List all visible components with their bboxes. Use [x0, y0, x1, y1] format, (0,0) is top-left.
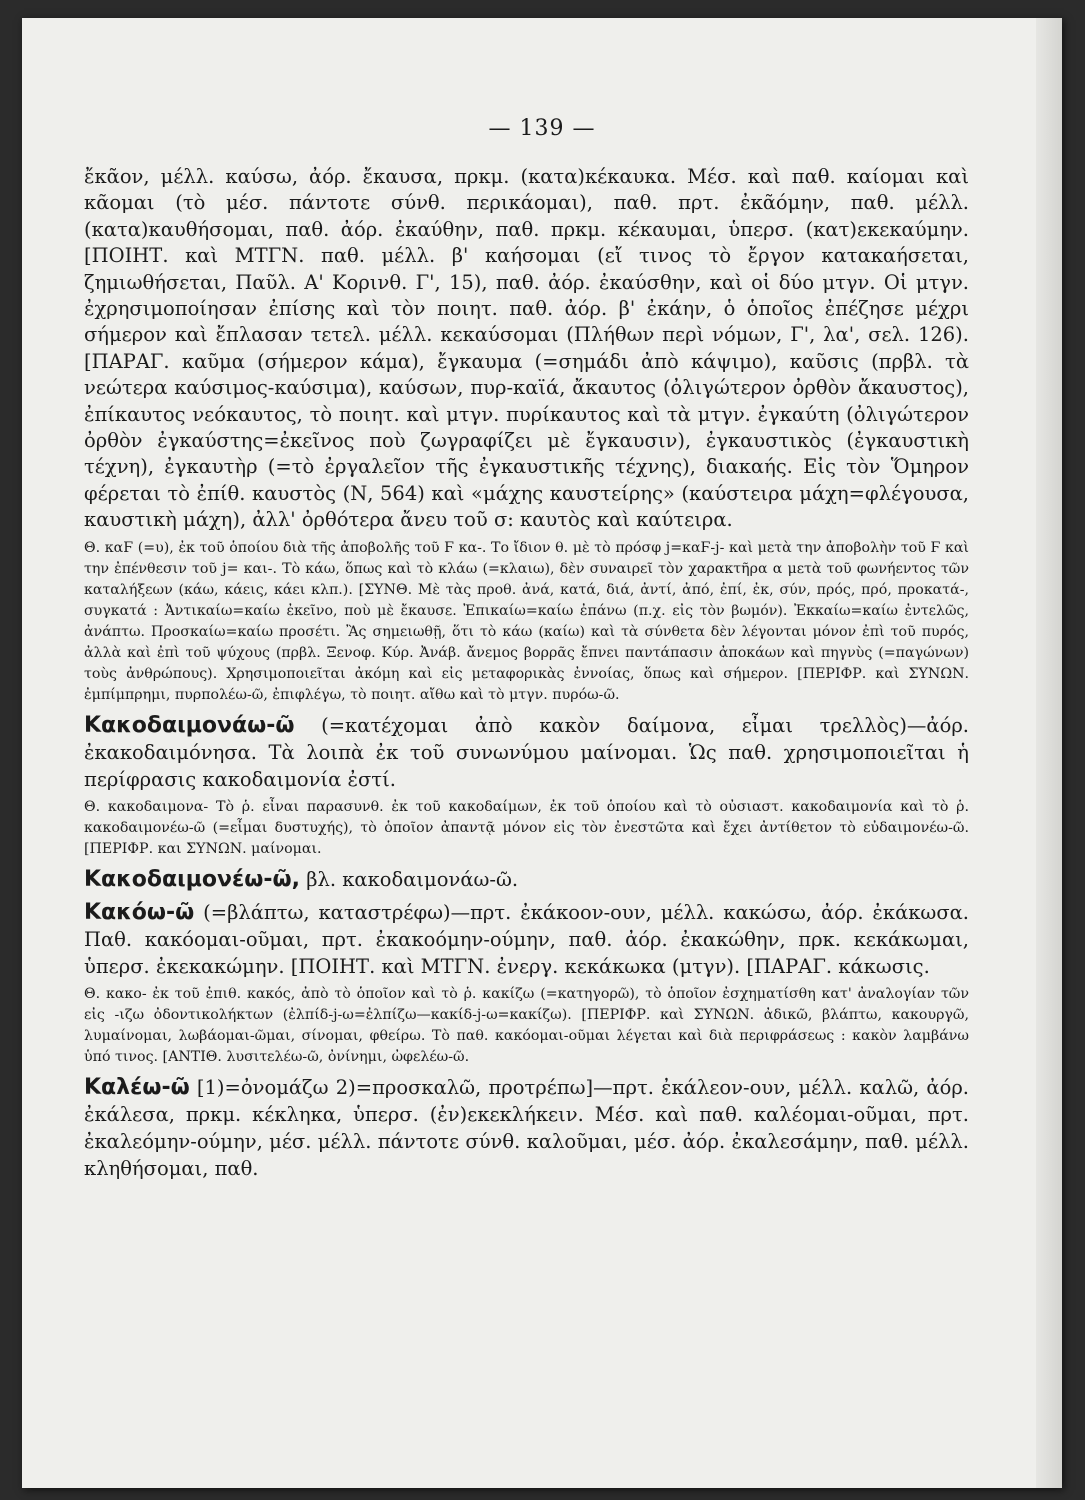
entry-body [84, 1074, 969, 1182]
entry-kakodaimonao [84, 712, 969, 860]
entry-kakodaimoneo [84, 866, 969, 893]
entry-definition: βλ. κακοδαιμονάω-ῶ. [306, 867, 519, 891]
entry-definition: [1)=ὀνομάζω 2)=προσκαλῶ, προτρέπω]—πρτ. ἐκάλεον-ουν, μέλλ. καλῶ, ἀόρ. ἐκάλεσα, πρκμ. κέκληκα, ὑπερσ. (ἐν)εκεκλήκειν. Μέσ. καὶ παθ. καλέομαι-οῦμαι, πρτ. ἐκαλεόμην-ούμην, μέσ. μέλλ. πάντοτε σύνθ. καλοῦμαι, μέσ. ἀόρ. ἐκαλεσάμην, παθ. μέλλ. κληθήσομαι, παθ. [84, 1075, 969, 1180]
page-edge-shadow [1036, 18, 1062, 1488]
entry-definition: (=βλάπτω, καταστρέφω)—πρτ. ἐκάκοον-ουν, μέλλ. κακώσω, ἀόρ. ἐκάκωσα. Παθ. κακόομαι-οῦμαι, πρτ. ἐκακοόμην-ούμην, παθ. ἀόρ. ἐκακώθην, πρκ. κεκάκωμαι, ὑπερσ. ἐκεκακώμην. [ΠΟΙΗΤ. καὶ ΜΤΓΝ. ἐνεργ. κεκάκωκα (μτγν). [ΠΑΡΑΓ. κάκωσις. [84, 900, 970, 978]
entry-note: Θ. κακο- ἐκ τοῦ ἐπιθ. κακός, ἀπὸ τὸ ὁποῖον καὶ τὸ ῥ. κακίζω (=κατηγορῶ), τὸ ὁποῖον ἐσχηματίσθη κατ' ἀναλογίαν τῶν εἰς -ιζω ὀδοντικολήκτων (ἐλπίδ-j-ω=ἐλπίζω—κακίδ-j-ω=κακίζω). [ΠΕΡΙΦΡ. καὶ ΣΥΝΩΝ. ἀδικῶ, βλάπτω, κακουργῶ, λυμαίνομαι, λωβάομαι-ῶμαι, σίνομαι, φθείρω. Τὸ παθ. κακόομαι-οῦμαι λέγεται καὶ διὰ περιφράσεως : κακὸν λαμβάνω ὑπό τινος. [ΑΝΤΙΘ. λυσιτελέω-ῶ, ὀνίνημι, ὠφελέω-ῶ. [84, 985, 969, 1065]
continuation-paragraph: ἔκᾶον, μέλλ. καύσω, ἀόρ. ἔκαυσα, πρκμ. (κατα)κέκαυκα. Μέσ. καὶ παθ. καίομαι καὶ κᾶομαι (τὸ μέσ. πάντοτε σύνθ. περικάομαι), παθ. πρτ. ἐκᾶόμην, παθ. μέλλ. (κατα)καυθήσομαι, παθ. ἀόρ. ἐκαύθην, παθ. πρκμ. κέκαυμαι, ὑπερσ. (κατ)εκεκαύμην. [ΠΟΙΗΤ. καὶ ΜΤΓΝ. παθ. μέλλ. β' καήσομαι (εἴ τινος τὸ ἔργον κατακαήσεται, ζημιωθήσεται, Παῦλ. Α' Κορινθ. Γ', 15), παθ. ἀόρ. ἐκαύσθην, καὶ οἱ δύο μτγν. Οἱ μτγν. ἐχρησιμοποίησαν ἐπίσης καὶ τὸν ποιητ. παθ. ἀόρ. β' ἐκάην, ὁ ὁποῖος ἐπέζησε μέχρι σήμερον καὶ ἔπλασαν τετελ. μέλλ. κεκαύσομαι (Πλήθων περὶ νόμων, Γ', λα', σελ. 126). [ΠΑΡΑΓ. καῦμα (σήμερον κάμα), ἔγκαυμα (=σημάδι ἀπὸ κάψιμο), καῦσις (πρβλ. τὰ νεώτερα καύσιμος-καύσιμα), καύσων, πυρ-καϊά, ἄκαυτος (ὀλιγώτερον ὀρθὸν ἄκαυστος), ἐπίκαυτος νεόκαυτος, τὸ ποιητ. καὶ μτγν. πυρίκαυτος καὶ τὰ μτγν. ἐγκαύτη (ὀλιγώτερον ὀρθὸν ἐγκαύστης=ἐκεῖνος ποὺ ζωγραφίζει μὲ ἔγκαυσιν), ἐγκαυστικὸς (ἐγκαυστικὴ τέχνη), ἐγκαυτὴρ (=τὸ ἐργαλεῖον τῆς ἐγκαυστικῆς τέχνης), διακαής. Εἰς τὸν Ὅμηρον φέρεται τὸ ἐπίθ. καυστὸς (Ν, 564) καὶ «μάχης καυστείρης» (καύστειρα μάχη=φλέγουσα, καυστικὴ μάχη), ἀλλ' ὀρθότερα ἄνευ τοῦ σ: καυτὸς καὶ καύτειρα. [84, 165, 969, 532]
entry-lemma: Κακόω-ῶ [84, 899, 195, 925]
entry-definition: (=κατέχομαι ἀπὸ κακὸν δαίμονα, εἶμαι τρελλὸς)—ἀόρ. ἐκακοδαιμόνησα. Τὰ λοιπὰ ἐκ τοῦ συνωνύμου μαίνομαι. Ὡς παθ. χρησιμοποιεῖται ἡ περίφρασις κακοδαιμονία ἐστί. [84, 713, 969, 791]
entry-note: Θ. κακοδαιμονα- Τὸ ῥ. εἶναι παρασυνθ. ἐκ τοῦ κακοδαίμων, ἐκ τοῦ ὁποίου καὶ τὸ οὐσιαστ. κακοδαιμονία καὶ τὸ ῥ. κακοδαιμονέω-ῶ (=εἶμαι δυστυχής), τὸ ὁποῖον ἀπαντᾷ μόνον εἰς τὸν ἐνεστῶτα καὶ ἔχει ἀντίθετον τὸ εὐδαιμονέω-ῶ. [ΠΕΡΙΦΡ. και ΣΥΝΩΝ. μαίνομαι. [84, 798, 969, 857]
page-number: — 139 — [488, 116, 596, 141]
entry-lemma: Κακοδαιμονάω-ῶ [84, 712, 295, 738]
entry-kakoo [84, 899, 969, 1068]
entry-lemma: Κακοδαιμονέω-ῶ, [84, 866, 300, 892]
entry-body [84, 712, 969, 793]
entry-body [84, 899, 969, 980]
book-page [22, 18, 1062, 1488]
page-content [84, 164, 969, 1182]
entry-lemma: Καλέω-ῶ [84, 1074, 190, 1100]
continuation-note: Θ. καϜ (=υ), ἐκ τοῦ ὁποίου διὰ τῆς ἀποβολῆς τοῦ Ϝ κα-. Το ἴδιον θ. μὲ τὸ πρόσφ j=καϜ-j- καὶ μετὰ την ἀποβολὴν τοῦ Ϝ καὶ την ἐπένθεσιν τοῦ j= και-. Τὸ κάω, ὅπως καὶ τὸ κλάω (=κλαιω), δὲν συναιρεῖ τὸν χαρακτῆρα α μετὰ τοῦ φωνήεντος τῶν καταλήξεων (κάω, κάεις, κάει κλπ.). [ΣΥΝΘ. Μὲ τὰς προθ. ἀνά, κατά, διά, ἀντί, ἀπό, ἐπί, ἐκ, σύν, πρός, πρό, προκατά-, συγκατά : Ἀντικαίω=καίω ἐκεῖνο, ποὺ μὲ ἔκαυσε. Ἐπικαίω=καίω ἐπάνω (π.χ. εἰς τὸν βωμόν). Ἐκκαίω=καίω ἐντελῶς, ἀνάπτω. Προσκαίω=καίω προσέτι. Ἂς σημειωθῇ, ὅτι τὸ κάω (καίω) καὶ τὰ σύνθετα δὲν λέγονται μόνον ἐπὶ τοῦ πυρός, ἀλλὰ καὶ ἐπὶ τοῦ ψύχους (πρβλ. Ξενοφ. Κύρ. Ἀνάβ. ἄνεμος βορρᾶς ἔπνει παντάπασιν ἀποκάων καὶ πηγνὺς (=παγώνων) τοὺς ἀνθρώπους). Χρησιμοποιεῖται ἀκόμη καὶ εἰς μεταφορικὰς ἐννοίας, ὅπως καὶ σήμερον. [ΠΕΡΙΦΡ. καὶ ΣΥΝΩΝ. ἐμπίμπρημι, πυρπολέω-ῶ, ἐπιφλέγω, τὸ ποιητ. αἴθω καὶ τὸ μτγν. πυρόω-ῶ. [84, 539, 969, 703]
entry-kaleo [84, 1074, 969, 1182]
entry-body [84, 866, 969, 893]
